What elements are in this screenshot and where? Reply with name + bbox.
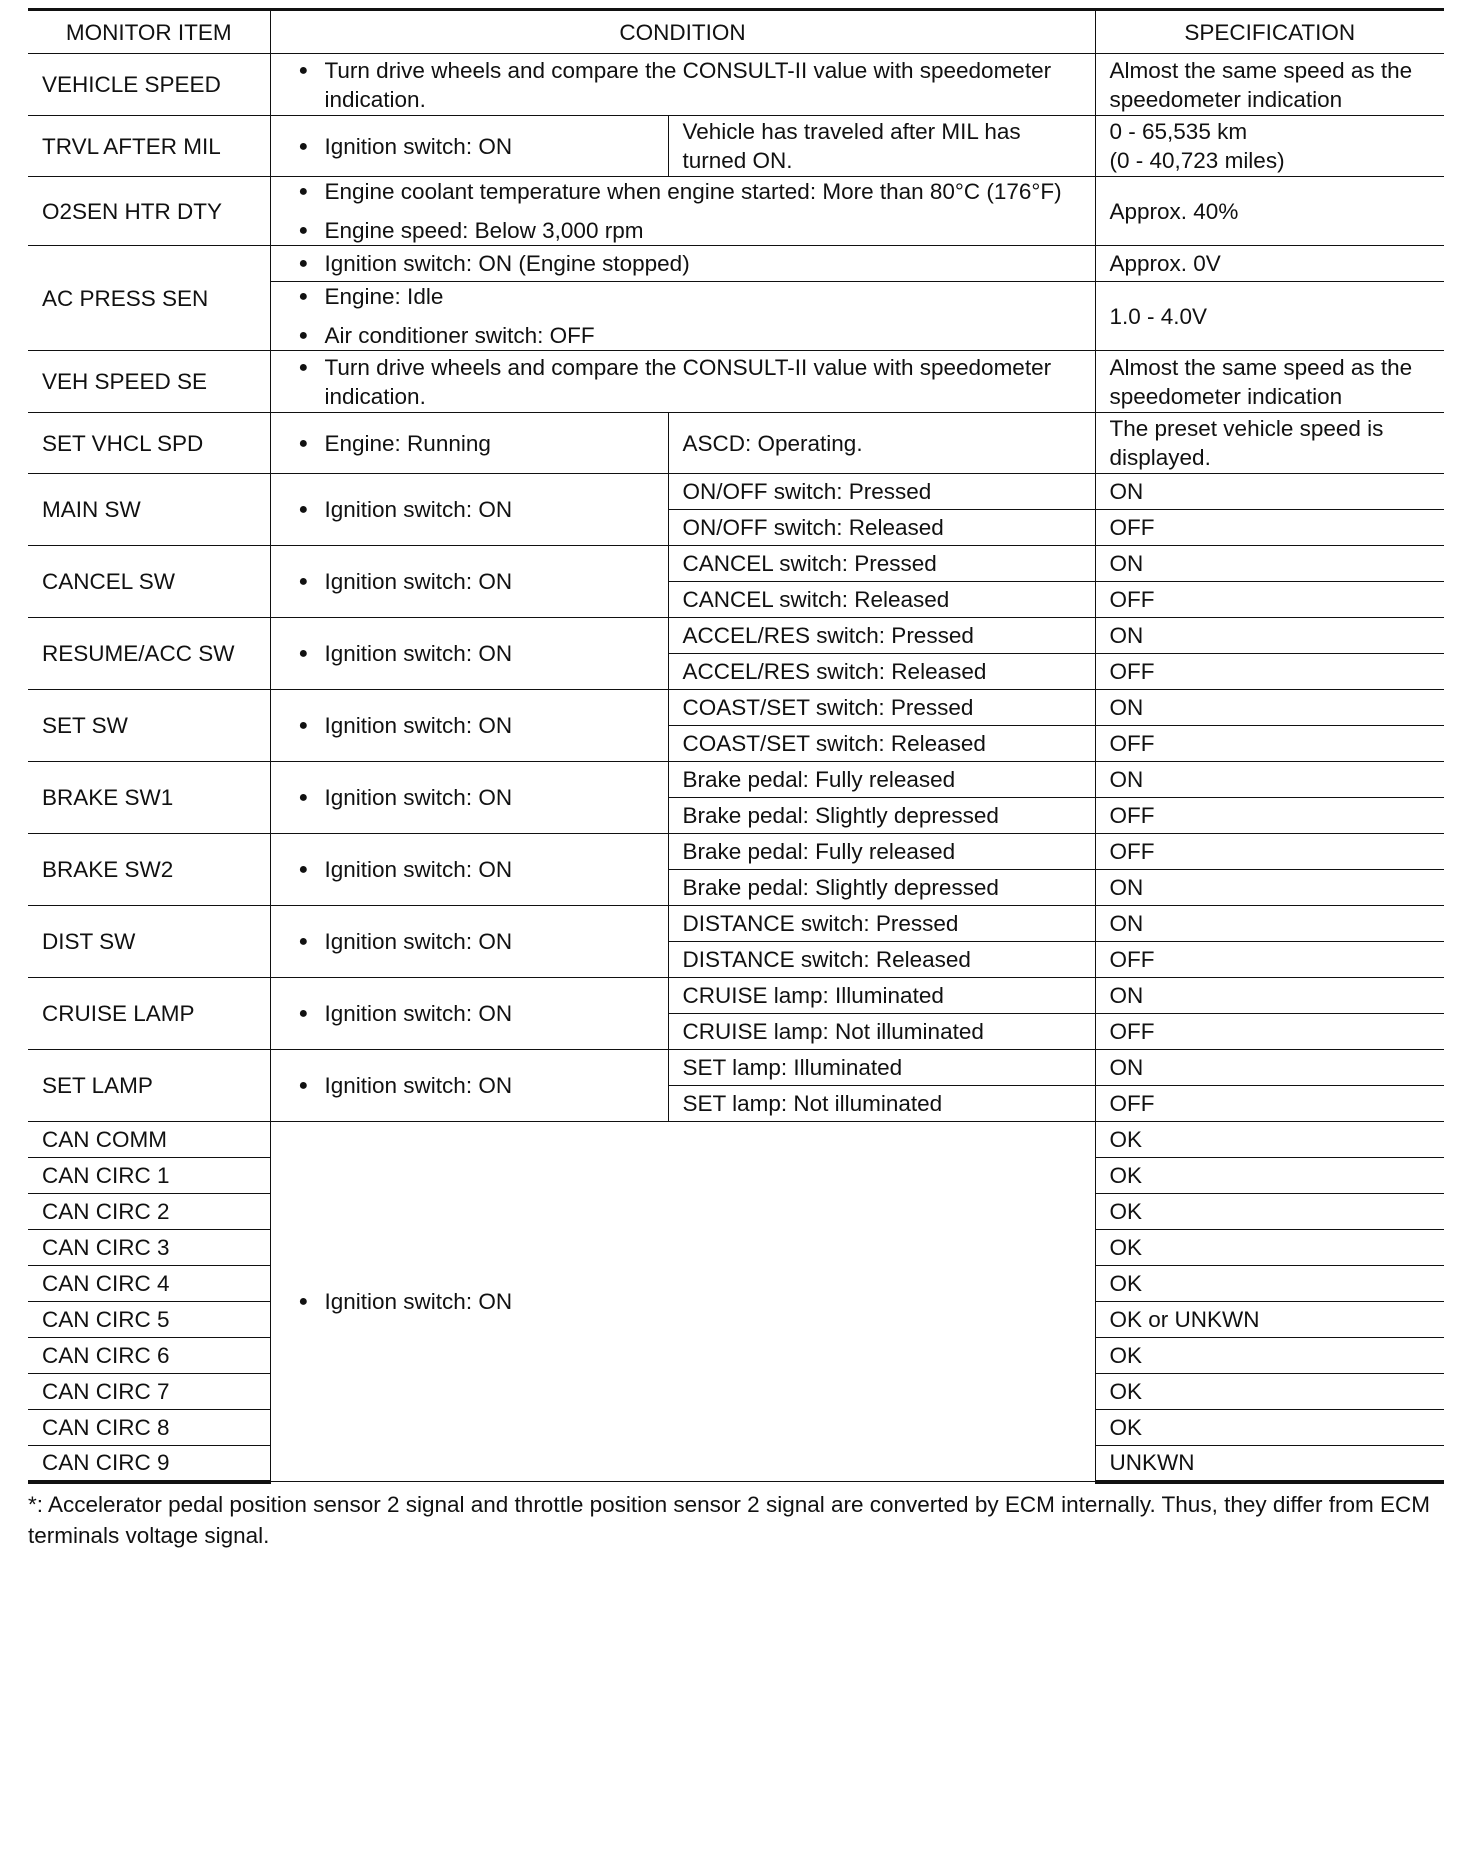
condition-text: ● Turn drive wheels and compare the CONSULT-II value with speedometer indication. (285, 56, 1081, 114)
table-row (28, 978, 1444, 1014)
condition-cell (270, 177, 1095, 246)
specification: OFF (1095, 942, 1444, 978)
condition-text: ● Engine: Running (285, 429, 654, 458)
table-row (28, 351, 1444, 413)
table-row (28, 1050, 1444, 1086)
condition-cell (270, 690, 668, 762)
condition-cell (270, 246, 1095, 282)
table-row (28, 474, 1444, 510)
sub-condition: ACCEL/RES switch: Released (668, 654, 1095, 690)
condition-text: ● Ignition switch: ON (285, 783, 654, 812)
monitor-item: MAIN SW (28, 474, 270, 546)
condition-cell (270, 618, 668, 690)
monitor-item: CAN CIRC 4 (28, 1266, 270, 1302)
condition-text: ● Ignition switch: ON (285, 927, 654, 956)
monitor-item-table (28, 8, 1444, 1484)
specification: Almost the same speed as the speedometer indication (1095, 54, 1444, 116)
specification: ON (1095, 474, 1444, 510)
header-condition: CONDITION (270, 10, 1095, 54)
table-row (28, 116, 1444, 177)
specification: Approx. 0V (1095, 246, 1444, 282)
sub-condition: SET lamp: Illuminated (668, 1050, 1095, 1086)
monitor-item: CAN COMM (28, 1122, 270, 1158)
monitor-item: CANCEL SW (28, 546, 270, 618)
sub-condition: Brake pedal: Slightly depressed (668, 798, 1095, 834)
specification: OK (1095, 1266, 1444, 1302)
condition-text: ● Engine: Idle (285, 282, 1081, 311)
specification: 1.0 - 4.0V (1095, 282, 1444, 351)
monitor-item: CAN CIRC 3 (28, 1230, 270, 1266)
specification: OFF (1095, 834, 1444, 870)
condition-text: ● Ignition switch: ON (285, 855, 654, 884)
condition-text: ● Engine speed: Below 3,000 rpm (285, 216, 1081, 245)
condition-text: ● Air conditioner switch: OFF (285, 321, 1081, 350)
sub-condition: CRUISE lamp: Not illuminated (668, 1014, 1095, 1050)
header-specification: SPECIFICATION (1095, 10, 1444, 54)
specification: ON (1095, 978, 1444, 1014)
condition-text: ● Engine coolant temperature when engine started: More than 80°C (176°F) (285, 177, 1081, 206)
condition-cell (270, 413, 668, 474)
document (28, 8, 1444, 1551)
specification: OFF (1095, 654, 1444, 690)
specification: OFF (1095, 582, 1444, 618)
condition-cell (270, 762, 668, 834)
condition-text: ● Ignition switch: ON (285, 999, 654, 1028)
table-row (28, 1122, 1444, 1158)
sub-condition: ASCD: Operating. (668, 413, 1095, 474)
condition-cell (270, 474, 668, 546)
table-row (28, 546, 1444, 582)
header-monitor-item: MONITOR ITEM (28, 10, 270, 54)
monitor-item: CAN CIRC 7 (28, 1374, 270, 1410)
specification: OK (1095, 1122, 1444, 1158)
condition-text: ● Ignition switch: ON (285, 639, 654, 668)
table-row (28, 54, 1444, 116)
table-row (28, 834, 1444, 870)
specification: OFF (1095, 726, 1444, 762)
monitor-item: CAN CIRC 6 (28, 1338, 270, 1374)
spec-line: (0 - 40,723 miles) (1109, 148, 1285, 173)
sub-condition: CANCEL switch: Released (668, 582, 1095, 618)
condition-text: ● Ignition switch: ON (285, 1287, 1081, 1316)
specification: OK (1095, 1374, 1444, 1410)
sub-condition: CANCEL switch: Pressed (668, 546, 1095, 582)
specification: ON (1095, 690, 1444, 726)
condition-text: ● Ignition switch: ON (285, 711, 654, 740)
condition-cell (270, 351, 1095, 413)
condition-cell (270, 54, 1095, 116)
sub-condition: Vehicle has traveled after MIL has turned ON. (668, 116, 1095, 177)
sub-condition: ON/OFF switch: Pressed (668, 474, 1095, 510)
specification: OFF (1095, 510, 1444, 546)
table-header-row (28, 10, 1444, 54)
monitor-item: CAN CIRC 5 (28, 1302, 270, 1338)
condition-cell (270, 978, 668, 1050)
specification: OK (1095, 1410, 1444, 1446)
specification: OK (1095, 1194, 1444, 1230)
monitor-item: VEHICLE SPEED (28, 54, 270, 116)
condition-text: ● Ignition switch: ON (Engine stopped) (285, 249, 1081, 278)
table-row (28, 690, 1444, 726)
specification (1095, 116, 1444, 177)
table-row (28, 762, 1444, 798)
condition-cell (270, 282, 1095, 351)
monitor-item: CAN CIRC 8 (28, 1410, 270, 1446)
monitor-item: VEH SPEED SE (28, 351, 270, 413)
specification: Approx. 40% (1095, 177, 1444, 246)
condition-cell (270, 834, 668, 906)
monitor-item: SET VHCL SPD (28, 413, 270, 474)
specification: OFF (1095, 798, 1444, 834)
condition-cell (270, 546, 668, 618)
monitor-item: RESUME/ACC SW (28, 618, 270, 690)
sub-condition: CRUISE lamp: Illuminated (668, 978, 1095, 1014)
table-row (28, 246, 1444, 282)
specification: Almost the same speed as the speedometer indication (1095, 351, 1444, 413)
sub-condition: SET lamp: Not illuminated (668, 1086, 1095, 1122)
specification: OFF (1095, 1014, 1444, 1050)
monitor-item: O2SEN HTR DTY (28, 177, 270, 246)
condition-cell (270, 906, 668, 978)
monitor-item: CAN CIRC 2 (28, 1194, 270, 1230)
specification: ON (1095, 546, 1444, 582)
monitor-item: SET SW (28, 690, 270, 762)
specification: OK (1095, 1338, 1444, 1374)
sub-condition: COAST/SET switch: Released (668, 726, 1095, 762)
monitor-item: BRAKE SW2 (28, 834, 270, 906)
specification: OFF (1095, 1086, 1444, 1122)
condition-text: ● Ignition switch: ON (285, 495, 654, 524)
specification: ON (1095, 1050, 1444, 1086)
monitor-item: CAN CIRC 1 (28, 1158, 270, 1194)
specification: OK or UNKWN (1095, 1302, 1444, 1338)
table-row (28, 413, 1444, 474)
sub-condition: Brake pedal: Fully released (668, 762, 1095, 798)
monitor-item: CRUISE LAMP (28, 978, 270, 1050)
condition-cell (270, 1122, 1095, 1482)
footnote: *: Accelerator pedal position sensor 2 signal and throttle position sensor 2 signal are converted by ECM internally. Thus, they differ from ECM terminals voltage signal. (28, 1491, 1430, 1548)
sub-condition: ON/OFF switch: Released (668, 510, 1095, 546)
monitor-item: CAN CIRC 9 (28, 1446, 270, 1482)
monitor-item: SET LAMP (28, 1050, 270, 1122)
sub-condition: ACCEL/RES switch: Pressed (668, 618, 1095, 654)
specification: ON (1095, 870, 1444, 906)
sub-condition: Brake pedal: Fully released (668, 834, 1095, 870)
sub-condition: DISTANCE switch: Released (668, 942, 1095, 978)
table-row (28, 906, 1444, 942)
monitor-item: TRVL AFTER MIL (28, 116, 270, 177)
table-row (28, 618, 1444, 654)
specification: The preset vehicle speed is displayed. (1095, 413, 1444, 474)
sub-condition: COAST/SET switch: Pressed (668, 690, 1095, 726)
condition-cell (270, 1050, 668, 1122)
monitor-item: DIST SW (28, 906, 270, 978)
sub-condition: Brake pedal: Slightly depressed (668, 870, 1095, 906)
specification: OK (1095, 1158, 1444, 1194)
specification: UNKWN (1095, 1446, 1444, 1482)
table-row (28, 177, 1444, 246)
specification: ON (1095, 618, 1444, 654)
monitor-item: BRAKE SW1 (28, 762, 270, 834)
spec-line: 0 - 65,535 km (1109, 119, 1248, 144)
condition-text: ● Ignition switch: ON (285, 132, 654, 161)
condition-text: ● Ignition switch: ON (285, 1071, 654, 1100)
condition-text: ● Turn drive wheels and compare the CONSULT-II value with speedometer indication. (285, 353, 1081, 411)
sub-condition: DISTANCE switch: Pressed (668, 906, 1095, 942)
specification: ON (1095, 762, 1444, 798)
monitor-item: AC PRESS SEN (28, 246, 270, 351)
condition-cell (270, 116, 668, 177)
condition-text: ● Ignition switch: ON (285, 567, 654, 596)
specification: OK (1095, 1230, 1444, 1266)
specification: ON (1095, 906, 1444, 942)
